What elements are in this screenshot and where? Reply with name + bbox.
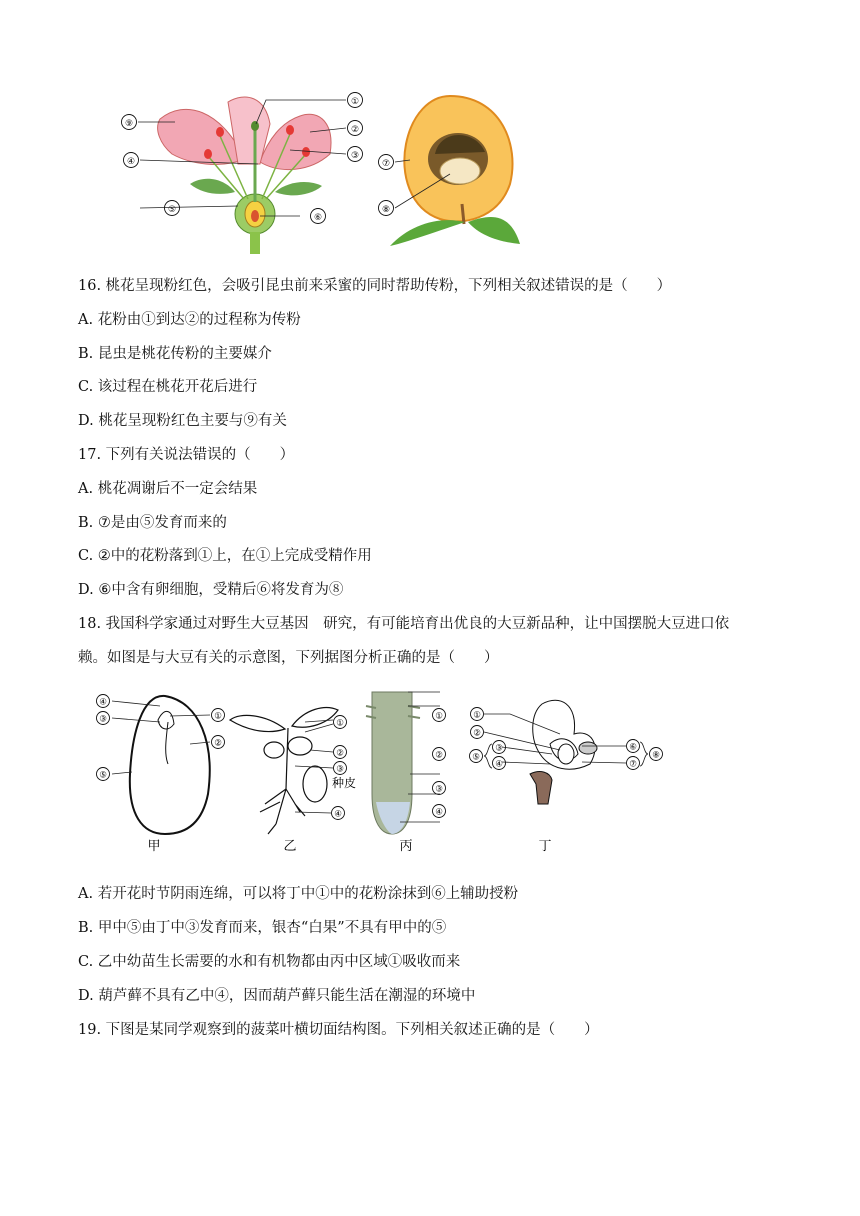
- peach-fruit-illustration: [390, 96, 520, 246]
- q17-option-b: B. ⑦是由⑤发育而来的: [78, 515, 227, 531]
- ding-label-3: ③: [495, 743, 503, 754]
- ding-label-8: ⑧: [652, 750, 660, 761]
- q16-option-d: D. 桃花呈现粉红色主要与⑨有关: [78, 413, 287, 429]
- fruit-label-7: ⑦: [381, 159, 391, 169]
- q19-stem: 19. 下图是某同学观察到的菠菜叶横切面结构图。下列相关叙述正确的是（ ）: [78, 1022, 599, 1038]
- q18-option-a: A. 若开花时节阴雨连绵，可以将丁中①中的花粉涂抹到⑥上辅助授粉: [78, 886, 519, 902]
- ding-label-2: ②: [473, 728, 481, 739]
- flower-label-3: ③: [350, 151, 360, 161]
- flower-label-9: ⑨: [124, 119, 134, 129]
- flower-label-4: ④: [126, 157, 136, 167]
- jia-label-2: ②: [214, 738, 222, 749]
- flower-label-5: ⑤: [167, 205, 177, 215]
- yi-label-2: ②: [336, 748, 344, 759]
- q16-option-b: B. 昆虫是桃花传粉的主要媒介: [78, 346, 272, 362]
- ding-label-4: ④: [495, 759, 503, 770]
- q18-option-c: C. 乙中幼苗生长需要的水和有机物都由丙中区域①吸收而来: [78, 954, 461, 970]
- q17-option-c: C. ②中的花粉落到①上，在①上完成受精作用: [78, 548, 372, 564]
- yi-label-4: ④: [334, 809, 342, 820]
- ding-label-6: ⑥: [629, 742, 637, 753]
- bing-label-4: ④: [435, 807, 443, 818]
- peach-flower-fruit-figure: [110, 84, 530, 256]
- caption-jia: 甲: [147, 839, 161, 854]
- q18-option-d: D. 葫芦藓不具有乙中④，因而葫芦藓只能生活在潮湿的环境中: [78, 988, 476, 1004]
- seed-jia-illustration: [130, 696, 210, 834]
- bing-label-2: ②: [435, 750, 443, 761]
- ding-label-5: ⑤: [472, 752, 480, 763]
- q18-stem-line2: 赖。如图是与大豆有关的示意图，下列据图分析正确的是（ ）: [78, 650, 499, 666]
- jia-label-3: ③: [99, 714, 107, 725]
- jia-label-1: ①: [214, 711, 222, 722]
- q16-option-c: C. 该过程在桃花开花后进行: [78, 379, 258, 395]
- yi-label-1: ①: [336, 718, 344, 729]
- yi-label-3: ③: [336, 764, 344, 775]
- q16-option-a: A. 花粉由①到达②的过程称为传粉: [78, 312, 301, 328]
- ding-label-7: ⑦: [629, 759, 637, 770]
- seedling-yi-illustration: [230, 708, 338, 834]
- ding-label-1: ①: [473, 710, 481, 721]
- yi-label-seed-coat: 种皮: [332, 776, 357, 790]
- jia-label-5: ⑤: [99, 770, 107, 781]
- jia-label-4: ④: [99, 697, 107, 708]
- q16-stem: 16. 桃花呈现粉红色，会吸引昆虫前来采蜜的同时帮助传粉，下列相关叙述错误的是（ ）: [78, 278, 672, 294]
- bing-label-3: ③: [435, 784, 443, 795]
- q18-stem-line1: 18. 我国科学家通过对野生大豆基因 研究，有可能培育出优良的大豆新品种，让中国摆脱大豆进口依: [78, 616, 730, 632]
- fruit-label-8: ⑧: [381, 205, 391, 215]
- peach-flower-illustration: [158, 97, 331, 254]
- caption-ding: 丁: [538, 839, 552, 854]
- caption-yi: 乙: [283, 839, 297, 854]
- bing-label-1: ①: [435, 711, 443, 722]
- q18-option-b: B. 甲中⑤由丁中③发育而来，银杏“白果”不具有甲中的⑤: [78, 920, 447, 936]
- caption-bing: 丙: [399, 839, 413, 854]
- q17-stem: 17. 下列有关说法错误的（ ）: [78, 447, 295, 463]
- flower-label-2: ②: [350, 125, 360, 135]
- soybean-figure: [90, 684, 690, 860]
- q17-option-a: A. 桃花凋谢后不一定会结果: [78, 481, 258, 497]
- q17-option-d: D. ⑥中含有卵细胞，受精后⑥将发育为⑧: [78, 582, 344, 598]
- flower-label-6: ⑥: [313, 213, 323, 223]
- root-tip-bing-illustration: [366, 692, 420, 834]
- flower-label-1: ①: [350, 97, 360, 107]
